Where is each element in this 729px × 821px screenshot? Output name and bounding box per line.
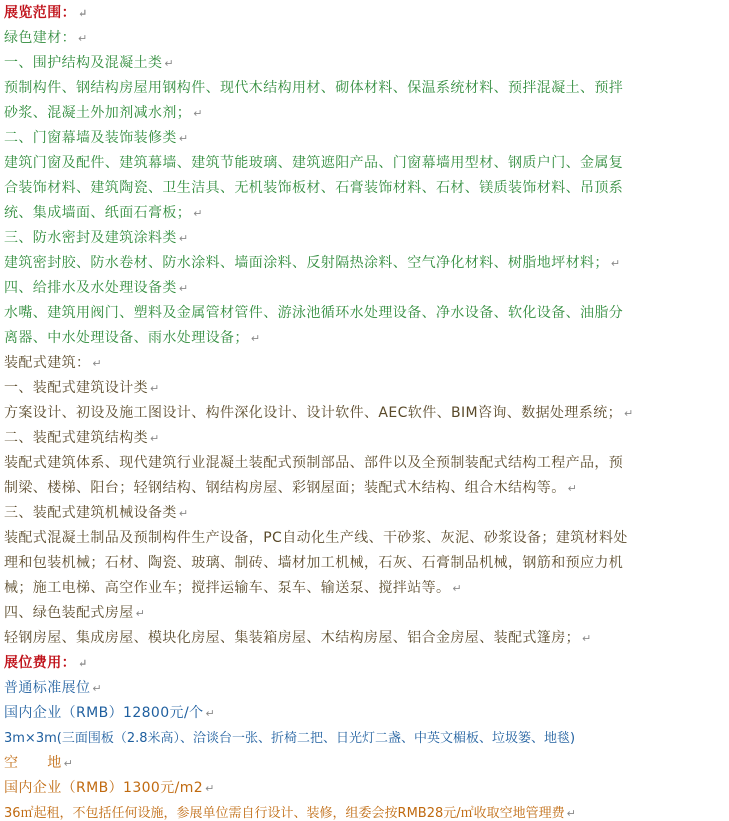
scope-heading: 展览范围： ↵ — [4, 5, 88, 21]
standard-booth-title: 普通标准展位 ↵ — [4, 680, 103, 696]
space-price: 国内企业（RMB）1300元/m2 ↵ — [4, 780, 215, 796]
green-materials-title: 绿色建材： ↵ — [4, 30, 88, 46]
prefab-category-3-line-2: 理和包装机械；石材、陶瓷、玻璃、制砖、墙材加工机械，石灰、石膏制品机械，钢筋和预应力机 — [4, 555, 624, 571]
green-category-1-line-2: 砂浆、混凝土外加剂减水剂； ↵ — [4, 105, 203, 121]
space-note: 36㎡起租，不包括任何设施，参展单位需自行设计、装修，组委会按RMB28元/㎡收取空地管理费 ↵ — [4, 806, 576, 821]
standard-booth-spec: 3m×3m(三面围板（2.8米高）、洽谈台一张、折椅二把、日光灯二盏、中英文楣板、垃圾篓、地毯) — [4, 731, 576, 746]
prefab-category-2-line-2: 制梁、楼梯、阳台；轻钢结构、钢结构房屋、彩钢屋面；装配式木结构、组合木结构等。 ↵ — [4, 480, 578, 496]
prefab-category-3-title: 三、装配式建筑机械设备类 ↵ — [4, 505, 189, 521]
green-category-2-title: 二、门窗幕墙及装饰装修类 ↵ — [4, 130, 189, 146]
green-category-1-line-1: 预制构件、钢结构房屋用钢构件、现代木结构用材、砌体材料、保温系统材料、预拌混凝土、预拌 — [4, 80, 624, 96]
prefab-category-2-line-1: 装配式建筑体系、现代建筑行业混凝土装配式预制部品、部件以及全预制装配式结构工程产品，预 — [4, 455, 624, 471]
green-category-2-line-1: 建筑门窗及配件、建筑幕墙、建筑节能玻璃、建筑遮阳产品、门窗幕墙用型材、钢质户门、金属复 — [4, 155, 624, 171]
prefab-title: 装配式建筑： ↵ — [4, 355, 103, 371]
prefab-category-4-line-1: 轻钢房屋、集成房屋、模块化房屋、集装箱房屋、木结构房屋、铝合金房屋、装配式篷房； ↵ — [4, 630, 592, 646]
green-category-2-line-3: 统、集成墙面、纸面石膏板； ↵ — [4, 205, 203, 221]
prefab-category-1-line-1: 方案设计、初设及施工图设计、构件深化设计、设计软件、AEC软件、BIM咨询、数据处理系统； ↵ — [4, 405, 634, 421]
space-title: 空 地 ↵ — [4, 755, 74, 771]
prefab-category-3-line-1: 装配式混凝土制品及预制构件生产设备，PC自动化生产线、干砂浆、灰泥、砂浆设备；建筑材料处 — [4, 530, 628, 546]
green-category-1-title: 一、围护结构及混凝土类 ↵ — [4, 55, 175, 71]
prefab-category-4-title: 四、绿色装配式房屋 ↵ — [4, 605, 146, 621]
green-category-3-title: 三、防水密封及建筑涂料类 ↵ — [4, 230, 189, 246]
standard-booth-price: 国内企业（RMB）12800元/个 ↵ — [4, 705, 216, 721]
green-category-2-line-2: 合装饰材料、建筑陶瓷、卫生洁具、无机装饰板材、石膏装饰材料、石材、镁质装饰材料、吊顶系 — [4, 180, 624, 196]
green-category-4-line-2: 离器、中水处理设备、雨水处理设备； ↵ — [4, 330, 261, 346]
prefab-category-3-line-3: 械；施工电梯、高空作业车；搅拌运输车、泵车、输送泵、搅拌站等。 ↵ — [4, 580, 463, 596]
prefab-category-1-title: 一、装配式建筑设计类 ↵ — [4, 380, 160, 396]
green-category-3-line-1: 建筑密封胶、防水卷材、防水涂料、墙面涂料、反射隔热涂料、空气净化材料、树脂地坪材料； ↵ — [4, 255, 621, 271]
prefab-category-2-title: 二、装配式建筑结构类 ↵ — [4, 430, 160, 446]
fees-heading: 展位费用： ↵ — [4, 655, 88, 671]
green-category-4-line-1: 水嘴、建筑用阀门、塑料及金属管材管件、游泳池循环水处理设备、净水设备、软化设备、油脂分 — [4, 305, 624, 321]
green-category-4-title: 四、给排水及水处理设备类 ↵ — [4, 280, 189, 296]
